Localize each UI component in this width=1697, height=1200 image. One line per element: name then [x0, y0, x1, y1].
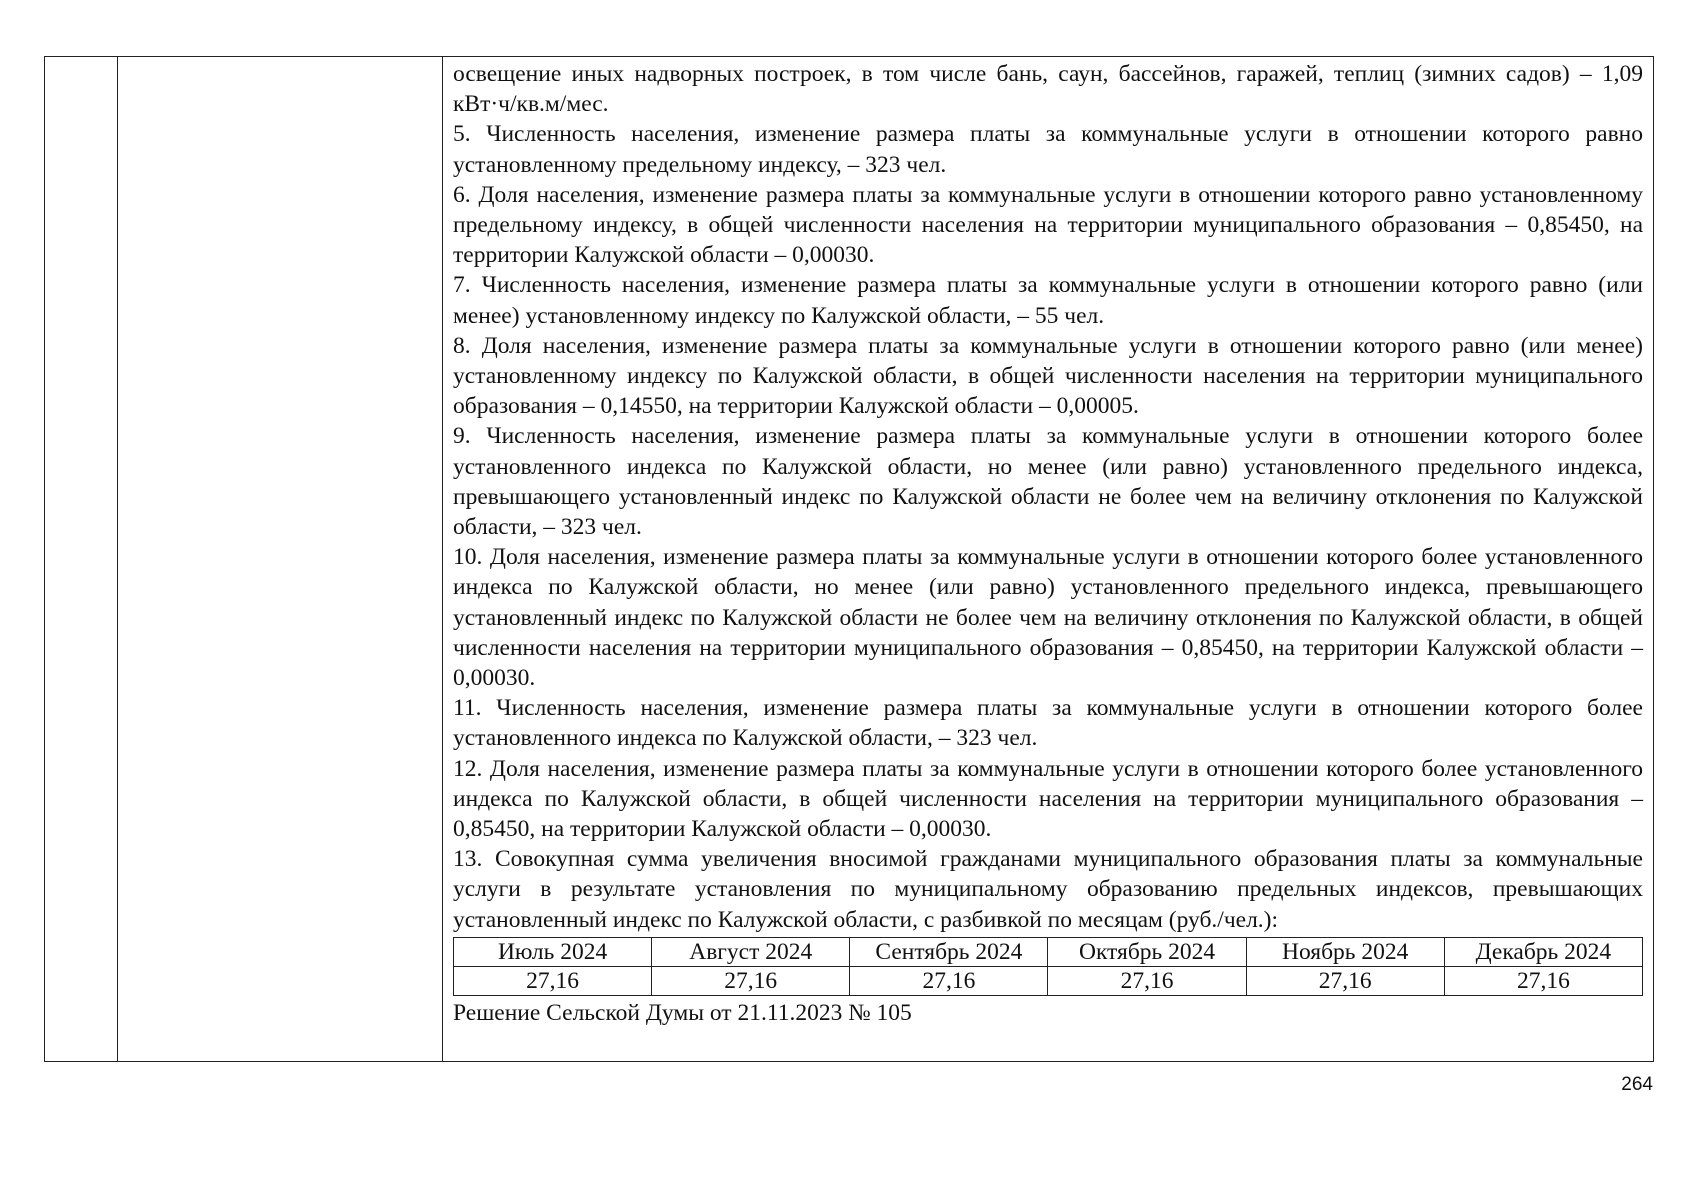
table-row [454, 966, 1643, 995]
month-header: Июль 2024 [454, 937, 652, 966]
month-value: 27,16 [1444, 966, 1642, 995]
month-header: Декабрь 2024 [1444, 937, 1642, 966]
paragraph: 12. Доля населения, изменение размера платы за коммунальные услуги в отношении которого более установленного индекса по Калужской области, в общей численности населения на территории муниципального образования – 0,85450, на территории Калужской области – 0,00030. [453, 755, 1643, 843]
paragraph: освещение иных надворных построек, в том числе бань, саун, бассейнов, гаражей, теплиц (зимних садов) – 1,09 кВт·ч/кв.м/мес. [453, 61, 1643, 118]
table-column-name [118, 57, 443, 1061]
table-column-index [45, 57, 118, 1061]
table-column-content [443, 57, 1653, 1061]
monthly-increase-table [453, 937, 1643, 996]
month-value: 27,16 [1246, 966, 1444, 995]
month-value: 27,16 [1048, 966, 1246, 995]
page-number: 264 [1621, 1074, 1653, 1095]
paragraph: 9. Численность населения, изменение размера платы за коммунальные услуги в отношении которого более установленного индекса по Калужской области, но менее (или равно) установленного предельного индекса, превышающего установленный индекс по Калужской области не более чем на величину отклонения по Калужской области, – 323 чел. [453, 423, 1643, 541]
paragraph: 7. Численность населения, изменение размера платы за коммунальные услуги в отношении которого равно (или менее) установленному индексу по Калужской области, – 55 чел. [453, 272, 1643, 329]
month-header: Ноябрь 2024 [1246, 937, 1444, 966]
paragraph: 11. Численность населения, изменение размера платы за коммунальные услуги в отношении которого более установленного индекса по Калужской области, – 323 чел. [453, 695, 1643, 752]
document-table [44, 56, 1654, 1062]
paragraph: 6. Доля населения, изменение размера платы за коммунальные услуги в отношении которого равно установленному предельному индексу, в общей численности населения на территории муниципального образования – 0,85450, на территории Калужской области – 0,00030. [453, 181, 1643, 269]
paragraph: 10. Доля населения, изменение размера платы за коммунальные услуги в отношении которого более установленного индекса по Калужской области, но менее (или равно) установленного предельного индекса, превышающего установленный индекс по Калужской области не более чем на величину отклонения по Калужской области, в общей численности населения на территории муниципального образования – 0,85450, на территории Калужской области – 0,00030. [453, 544, 1643, 692]
month-header: Сентябрь 2024 [850, 937, 1048, 966]
paragraph: 13. Совокупная сумма увеличения вносимой гражданами муниципального образования платы за коммунальные услуги в результате установления по муниципальному образованию предельных индексов, превышающих установленный индекс по Калужской области, с разбивкой по месяцам (руб./чел.): [453, 846, 1643, 933]
decision-reference: Решение Сельской Думы от 21.11.2023 № 105 [453, 999, 912, 1026]
month-header: Август 2024 [652, 937, 850, 966]
month-value: 27,16 [652, 966, 850, 995]
month-header: Октябрь 2024 [1048, 937, 1246, 966]
table-header-row [454, 937, 1643, 966]
month-value: 27,16 [454, 966, 652, 995]
paragraph: 5. Численность населения, изменение размера платы за коммунальные услуги в отношении которого равно установленному предельному индексу, – 323 чел. [453, 121, 1643, 178]
month-value: 27,16 [850, 966, 1048, 995]
paragraph: 8. Доля населения, изменение размера платы за коммунальные услуги в отношении которого равно (или менее) установленному индексу по Калужской области, в общей численности населения на территории муниципального образования – 0,14550, на территории Калужской области – 0,00005. [453, 332, 1643, 420]
